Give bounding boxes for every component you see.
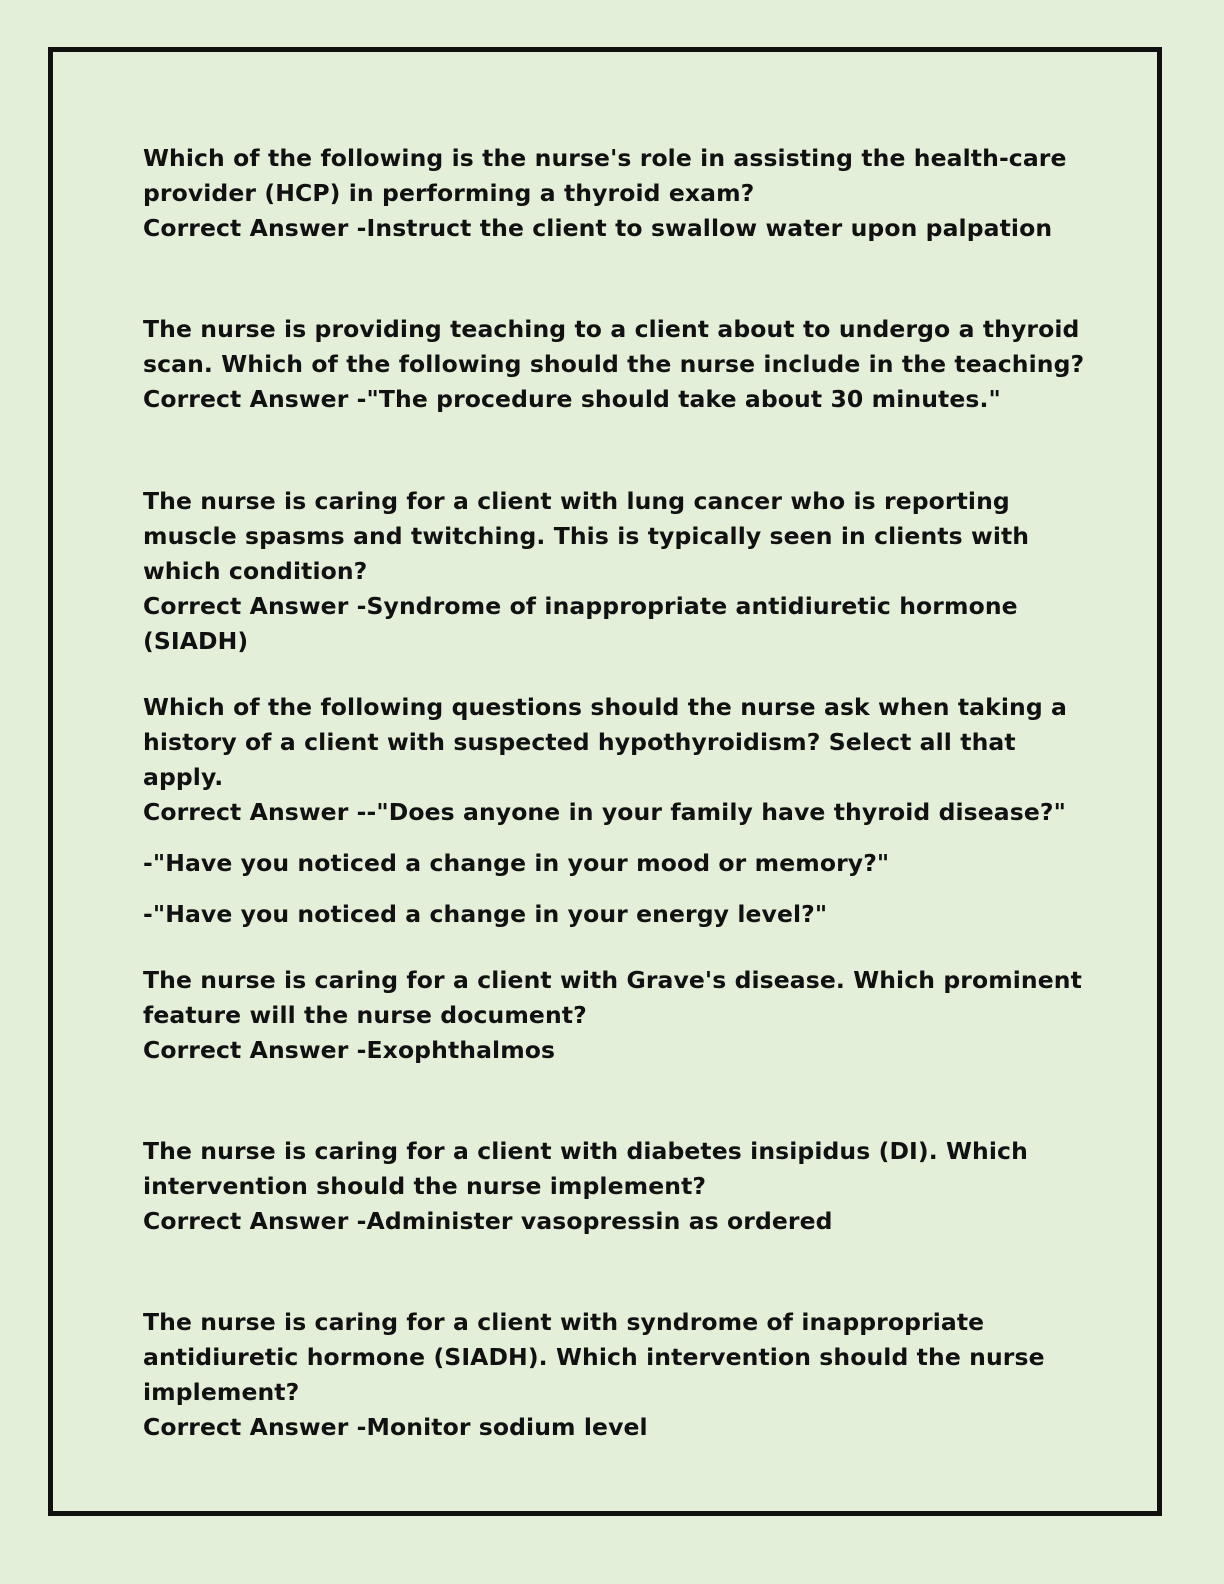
qa-item-1 [143,141,1103,246]
question-text: Which of the following questions should the nurse ask when taking a history of a client with suspected hypothyroidism? Select all that apply. [143,693,1068,791]
question-text: The nurse is providing teaching to a client about to undergo a thyroid scan. Which of the following should the nurse include in the teaching? [143,315,1085,378]
answer-extra-2: -"Have you noticed a change in your energy level?" [143,900,828,928]
question-text: The nurse is caring for a client with diabetes insipidus (DI). Which intervention should the nurse implement? [143,1137,1028,1200]
answer-text: Correct Answer -"The procedure should take about 30 minutes." [143,385,1001,413]
question-text: The nurse is caring for a client with syndrome of inappropriate antidiuretic hormone (SIADH). Which intervention should the nurse implement? [143,1308,1045,1406]
question-text: The nurse is caring for a client with lung cancer who is reporting muscle spasms and twitching. This is typically seen in clients with which condition? [143,487,1030,585]
qa-item-2 [143,312,1103,417]
qa-item-5 [143,963,1103,1068]
question-text: Which of the following is the nurse's role in assisting the health-care provider (HCP) in performing a thyroid exam? [143,144,1067,207]
answer-text: Correct Answer -Syndrome of inappropriate antidiuretic hormone (SIADH) [143,592,1018,655]
qa-item-4 [143,690,1103,932]
qa-item-3 [143,484,1103,659]
answer-extra-1: -"Have you noticed a change in your mood or memory?" [143,849,890,877]
answer-text: Correct Answer --"Does anyone in your family have thyroid disease?" [143,798,1066,826]
answer-text: Correct Answer -Administer vasopressin as ordered [143,1207,833,1235]
qa-item-7 [143,1305,1103,1445]
answer-text: Correct Answer -Monitor sodium level [143,1413,648,1441]
qa-item-6 [143,1134,1103,1239]
question-text: The nurse is caring for a client with Grave's disease. Which prominent feature will the nurse document? [143,966,1082,1029]
answer-text: Correct Answer -Exophthalmos [143,1036,556,1064]
answer-text: Correct Answer -Instruct the client to swallow water upon palpation [143,214,1053,242]
